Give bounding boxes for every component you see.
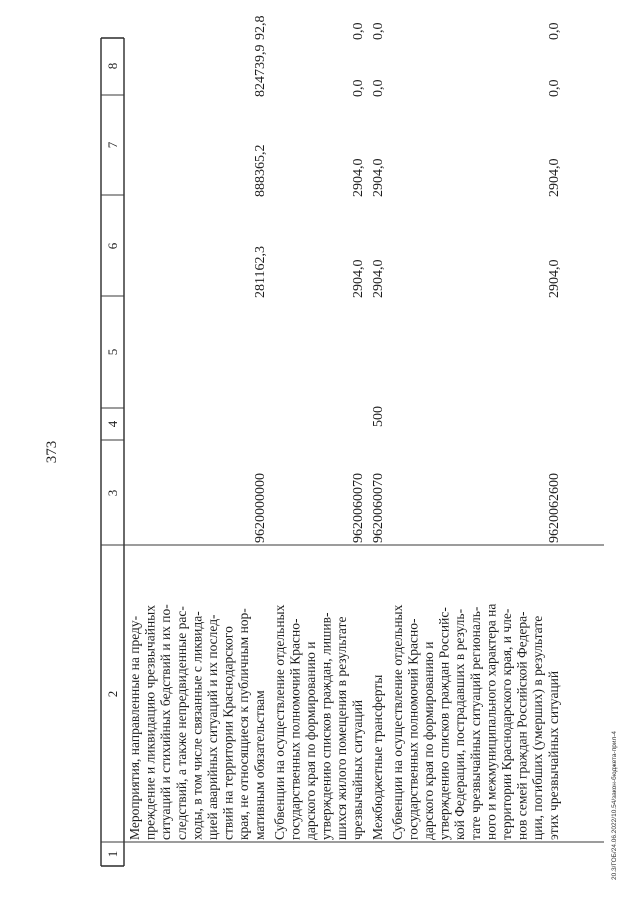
row-name-line: Мероприятия, направленные на преду-	[127, 615, 142, 840]
row-value-col6: 2904,0	[370, 158, 386, 197]
row-code-cell: 9620000000	[252, 473, 268, 543]
header-cell-5: 5	[105, 348, 120, 356]
row-name-line: Субвенции на осуществление отдельных	[271, 604, 287, 840]
page-number: 373	[44, 440, 60, 464]
row-name-line: утверждению списков граждан Российс-	[436, 607, 452, 840]
row-code-cell: 9620060070	[370, 473, 386, 543]
row-name-line: государственных полномочий Красно-	[405, 618, 421, 840]
row-name-line: территории Краснодарского края, и чле-	[499, 608, 514, 840]
row-value-col7: 824739,9	[252, 44, 268, 97]
row-name-line: этих чрезвычайных ситуаций	[545, 670, 561, 840]
header-cell-2: 2	[105, 690, 120, 698]
row-name-line: преждение и ликвидацию чрезвычайных	[142, 605, 158, 840]
row-name-line: государственных полномочий Красно-	[287, 618, 303, 840]
row-value-col7: 0,0	[546, 79, 562, 97]
row-value-col5: 2904,0	[546, 259, 562, 298]
row-name-line: цией аварийных ситуаций и их послед-	[205, 614, 220, 840]
row-name-line: нов семей граждан Российской Федера-	[514, 611, 530, 840]
row-name-line: утверждению списков граждан, лишив-	[318, 612, 334, 840]
row-value-col7: 0,0	[350, 79, 366, 97]
row-value-col8: 0,0	[546, 22, 562, 40]
row-value-col7: 0,0	[370, 79, 386, 97]
row-name-line: следствий, а также непредвиденные рас-	[173, 606, 189, 840]
row-name-line: тате чрезвычайных ситуаций региональ-	[467, 606, 483, 840]
row-vr-cell: 500	[370, 406, 386, 427]
header-cell-3: 3	[105, 489, 120, 497]
row-value-col6: 2904,0	[350, 158, 366, 197]
row-code-cell: 9620060070	[350, 473, 366, 543]
row-value-col5: 2904,0	[370, 259, 386, 298]
row-name-line: ходы, в том числе связанные с ликвида-	[189, 611, 205, 840]
row-name-line: Межбюджетные трансферты	[369, 674, 385, 840]
row-value-col6: 2904,0	[546, 158, 562, 197]
row-value-col8: 0,0	[350, 22, 366, 40]
row-name-line: Субвенции на осуществление отдельных	[389, 604, 405, 840]
row-name-line: края, не относящиеся к публичным нор-	[236, 608, 252, 840]
header-cell-6: 6	[105, 242, 120, 250]
row-name-line: шихся жилого помещения в результате	[334, 616, 350, 840]
header-cell-7: 7	[105, 141, 120, 149]
document-side-note: 20.3/ГОБ/24.06.2022/10.54/закон-бюджета-прил-4	[611, 730, 618, 880]
row-name-line: мативным обязательствам	[251, 690, 267, 840]
row-name-line: дарского края по формированию и	[421, 641, 436, 840]
row-name-line: ситуаций и стихийных бедствий и их по-	[158, 604, 174, 840]
row-value-col5: 2904,0	[350, 259, 366, 298]
row-name-line: ции, погибших (умерших) в результате	[530, 615, 546, 840]
header-cell-1: 1	[105, 850, 120, 858]
row-name-line: ствий на территории Краснодарского	[220, 626, 236, 840]
header-cell-4: 4	[105, 420, 120, 428]
row-value-col8: 0,0	[370, 22, 386, 40]
row-value-col5: 281162,3	[252, 246, 268, 298]
row-name-line: ного и межмуниципального характера на	[483, 603, 499, 840]
row-value-col8: 92,8	[252, 15, 268, 40]
row-name-line: дарского края по формированию и	[303, 641, 318, 840]
header-cell-8: 8	[105, 62, 120, 70]
row-name-line: кой Федерации, пострадавших в резуль-	[452, 608, 468, 840]
row-name-line: чрезвычайных ситуаций	[349, 699, 365, 840]
row-code-cell: 9620062600	[546, 473, 562, 543]
row-value-col6: 888365,2	[252, 144, 268, 197]
